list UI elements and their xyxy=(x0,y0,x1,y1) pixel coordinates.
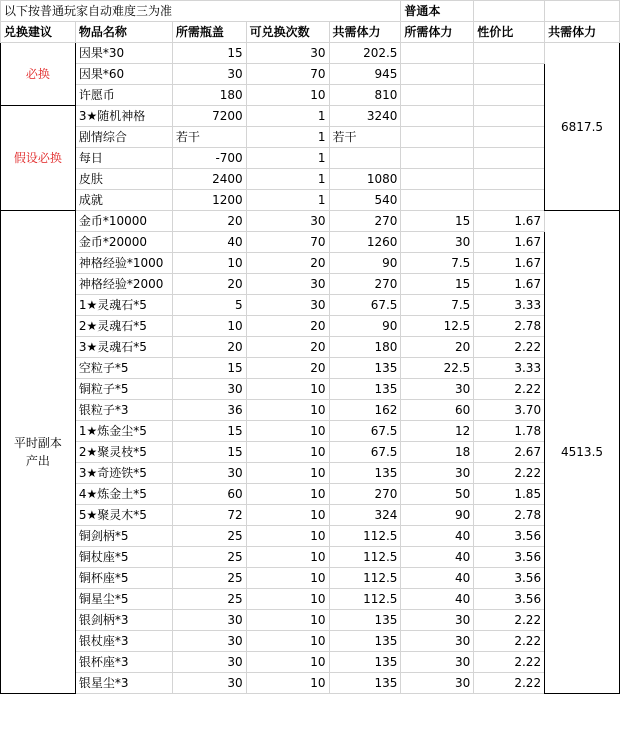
need-stamina-cell[interactable]: 30 xyxy=(401,379,474,400)
bottles-cell[interactable]: 20 xyxy=(172,274,246,295)
ratio-cell[interactable]: 2.78 xyxy=(474,316,545,337)
need-stamina-cell[interactable]: 40 xyxy=(401,526,474,547)
times-cell[interactable]: 10 xyxy=(246,85,329,106)
times-cell[interactable]: 10 xyxy=(246,568,329,589)
times-cell[interactable]: 1 xyxy=(246,148,329,169)
total-stamina-cell[interactable]: 135 xyxy=(329,358,401,379)
table-row xyxy=(1,589,620,610)
table-row xyxy=(1,379,620,400)
header-group-total[interactable]: 共需体力 xyxy=(545,22,620,43)
item-name[interactable]: 2★灵魂石*5 xyxy=(75,316,172,337)
bottles-cell[interactable]: -700 xyxy=(172,148,246,169)
table-row xyxy=(1,568,620,589)
total-stamina-cell[interactable]: 135 xyxy=(329,463,401,484)
bottles-cell[interactable]: 30 xyxy=(172,673,246,694)
item-name[interactable]: 铜星尘*5 xyxy=(75,589,172,610)
need-stamina-cell[interactable] xyxy=(401,127,474,148)
table-row xyxy=(1,169,620,190)
total-stamina-cell[interactable]: 112.5 xyxy=(329,526,401,547)
table-row xyxy=(1,274,620,295)
need-stamina-cell[interactable]: 30 xyxy=(401,652,474,673)
total-stamina-cell[interactable]: 112.5 xyxy=(329,568,401,589)
bottles-cell[interactable]: 1200 xyxy=(172,190,246,211)
times-cell[interactable]: 70 xyxy=(246,64,329,85)
times-cell[interactable]: 30 xyxy=(246,274,329,295)
item-name[interactable]: 每日 xyxy=(75,148,172,169)
total-stamina-cell[interactable]: 180 xyxy=(329,337,401,358)
table-row xyxy=(1,337,620,358)
total-stamina-cell[interactable]: 67.5 xyxy=(329,295,401,316)
need-stamina-cell[interactable]: 7.5 xyxy=(401,253,474,274)
item-name[interactable]: 金币*20000 xyxy=(75,232,172,253)
ratio-cell[interactable] xyxy=(474,64,545,85)
times-cell[interactable]: 10 xyxy=(246,463,329,484)
bottles-cell[interactable]: 60 xyxy=(172,484,246,505)
need-stamina-cell[interactable]: 40 xyxy=(401,589,474,610)
bottles-cell[interactable]: 5 xyxy=(172,295,246,316)
need-stamina-cell[interactable]: 12 xyxy=(401,421,474,442)
ratio-cell[interactable]: 2.22 xyxy=(474,337,545,358)
item-name[interactable]: 因果*60 xyxy=(75,64,172,85)
times-cell[interactable]: 10 xyxy=(246,652,329,673)
total-stamina-cell[interactable]: 135 xyxy=(329,631,401,652)
bottles-cell[interactable]: 10 xyxy=(172,253,246,274)
section-label-cell[interactable]: 普通本 xyxy=(401,1,474,22)
table-row xyxy=(1,127,620,148)
total-stamina-cell[interactable]: 90 xyxy=(329,316,401,337)
title-row xyxy=(1,1,620,22)
table-row xyxy=(1,505,620,526)
times-cell[interactable]: 10 xyxy=(246,526,329,547)
total-stamina-cell[interactable]: 810 xyxy=(329,85,401,106)
ratio-cell[interactable]: 2.78 xyxy=(474,505,545,526)
table-row xyxy=(1,484,620,505)
ratio-cell[interactable]: 2.67 xyxy=(474,442,545,463)
header-row xyxy=(1,22,620,43)
header-need-stamina[interactable]: 所需体力 xyxy=(401,22,474,43)
need-stamina-cell[interactable]: 7.5 xyxy=(401,295,474,316)
ratio-cell[interactable] xyxy=(474,106,545,127)
times-cell[interactable]: 20 xyxy=(246,253,329,274)
total-stamina-cell[interactable]: 162 xyxy=(329,400,401,421)
bottles-cell[interactable]: 15 xyxy=(172,43,246,64)
times-cell[interactable]: 10 xyxy=(246,610,329,631)
need-stamina-cell[interactable] xyxy=(401,169,474,190)
times-cell[interactable]: 1 xyxy=(246,106,329,127)
need-stamina-cell[interactable] xyxy=(401,190,474,211)
times-cell[interactable]: 70 xyxy=(246,232,329,253)
table-row xyxy=(1,631,620,652)
ratio-cell[interactable]: 3.56 xyxy=(474,547,545,568)
item-name[interactable]: 银粒子*3 xyxy=(75,400,172,421)
ratio-cell[interactable]: 1.78 xyxy=(474,421,545,442)
ratio-cell[interactable]: 3.56 xyxy=(474,589,545,610)
table-row xyxy=(1,295,620,316)
times-cell[interactable]: 20 xyxy=(246,358,329,379)
item-name[interactable]: 3★灵魂石*5 xyxy=(75,337,172,358)
bottles-cell[interactable]: 15 xyxy=(172,421,246,442)
total-stamina-cell[interactable]: 135 xyxy=(329,652,401,673)
total-stamina-cell[interactable] xyxy=(329,148,401,169)
need-stamina-cell[interactable]: 15 xyxy=(401,274,474,295)
times-cell[interactable]: 10 xyxy=(246,400,329,421)
item-name[interactable]: 银杖座*3 xyxy=(75,631,172,652)
item-name[interactable]: 银剑柄*3 xyxy=(75,610,172,631)
table-row xyxy=(1,211,620,232)
total-stamina-cell[interactable]: 112.5 xyxy=(329,589,401,610)
table-row xyxy=(1,526,620,547)
ratio-cell[interactable]: 1.67 xyxy=(474,211,545,232)
need-stamina-cell[interactable] xyxy=(401,106,474,127)
bottles-cell[interactable]: 10 xyxy=(172,316,246,337)
bottles-cell[interactable]: 7200 xyxy=(172,106,246,127)
item-name[interactable]: 金币*10000 xyxy=(75,211,172,232)
header-bottles[interactable]: 所需瓶盖 xyxy=(172,22,246,43)
ratio-cell[interactable]: 3.33 xyxy=(474,295,545,316)
item-name[interactable]: 银杯座*3 xyxy=(75,652,172,673)
bottles-cell[interactable]: 15 xyxy=(172,358,246,379)
table-row xyxy=(1,316,620,337)
total-stamina-cell[interactable]: 135 xyxy=(329,379,401,400)
header-name[interactable]: 物品名称 xyxy=(75,22,172,43)
group-total-top[interactable]: 6817.5 xyxy=(545,43,620,211)
item-name[interactable]: 2★聚灵枝*5 xyxy=(75,442,172,463)
ratio-cell[interactable] xyxy=(474,148,545,169)
item-name[interactable]: 空粒子*5 xyxy=(75,358,172,379)
table-row xyxy=(1,547,620,568)
item-name[interactable]: 铜粒子*5 xyxy=(75,379,172,400)
table-row xyxy=(1,253,620,274)
bottles-cell[interactable]: 20 xyxy=(172,211,246,232)
ratio-cell[interactable] xyxy=(474,169,545,190)
ratio-cell[interactable]: 3.33 xyxy=(474,358,545,379)
ratio-cell[interactable]: 1.67 xyxy=(474,253,545,274)
bottles-cell[interactable]: 30 xyxy=(172,610,246,631)
bottles-cell[interactable]: 30 xyxy=(172,652,246,673)
ratio-cell[interactable]: 3.56 xyxy=(474,526,545,547)
total-stamina-cell[interactable]: 3240 xyxy=(329,106,401,127)
table-row xyxy=(1,85,620,106)
bottles-cell[interactable]: 25 xyxy=(172,547,246,568)
group-label[interactable]: 必换 xyxy=(1,43,76,106)
times-cell[interactable]: 1 xyxy=(246,127,329,148)
total-stamina-cell[interactable]: 135 xyxy=(329,673,401,694)
need-stamina-cell[interactable]: 40 xyxy=(401,547,474,568)
table-row xyxy=(1,148,620,169)
bottles-cell[interactable]: 40 xyxy=(172,232,246,253)
times-cell[interactable]: 30 xyxy=(246,211,329,232)
times-cell[interactable]: 10 xyxy=(246,547,329,568)
total-stamina-cell[interactable]: 90 xyxy=(329,253,401,274)
header-times[interactable]: 可兑换次数 xyxy=(246,22,329,43)
table-row xyxy=(1,106,620,127)
times-cell[interactable]: 30 xyxy=(246,43,329,64)
bottles-cell[interactable]: 2400 xyxy=(172,169,246,190)
group-label[interactable]: 平时副本 产出 xyxy=(1,211,76,694)
need-stamina-cell[interactable]: 30 xyxy=(401,463,474,484)
table-row xyxy=(1,43,620,64)
ratio-cell[interactable]: 2.22 xyxy=(474,652,545,673)
ratio-cell[interactable]: 2.22 xyxy=(474,379,545,400)
header-ratio[interactable]: 性价比 xyxy=(474,22,545,43)
bottles-cell[interactable]: 30 xyxy=(172,64,246,85)
item-name[interactable]: 神格经验*1000 xyxy=(75,253,172,274)
times-cell[interactable]: 10 xyxy=(246,631,329,652)
item-name[interactable]: 神格经验*2000 xyxy=(75,274,172,295)
total-stamina-cell[interactable]: 270 xyxy=(329,211,401,232)
ratio-cell[interactable] xyxy=(474,190,545,211)
ratio-cell[interactable]: 2.22 xyxy=(474,631,545,652)
need-stamina-cell[interactable]: 30 xyxy=(401,232,474,253)
total-stamina-cell[interactable]: 1260 xyxy=(329,232,401,253)
table-row xyxy=(1,421,620,442)
bottles-cell[interactable]: 30 xyxy=(172,379,246,400)
bottles-cell[interactable]: 25 xyxy=(172,568,246,589)
need-stamina-cell[interactable]: 20 xyxy=(401,337,474,358)
table-row xyxy=(1,190,620,211)
cell[interactable] xyxy=(474,1,545,22)
need-stamina-cell[interactable]: 90 xyxy=(401,505,474,526)
item-name[interactable]: 皮肤 xyxy=(75,169,172,190)
need-stamina-cell[interactable]: 40 xyxy=(401,568,474,589)
need-stamina-cell[interactable]: 12.5 xyxy=(401,316,474,337)
bottles-cell[interactable]: 25 xyxy=(172,526,246,547)
table-row xyxy=(1,442,620,463)
bottles-cell[interactable]: 30 xyxy=(172,631,246,652)
ratio-cell[interactable] xyxy=(474,127,545,148)
total-stamina-cell[interactable]: 945 xyxy=(329,64,401,85)
total-stamina-cell[interactable]: 270 xyxy=(329,274,401,295)
item-name[interactable]: 铜杯座*5 xyxy=(75,568,172,589)
need-stamina-cell[interactable]: 15 xyxy=(401,211,474,232)
note-cell[interactable]: 以下按普通玩家自动难度三为准 xyxy=(1,1,401,22)
item-name[interactable]: 4★炼金土*5 xyxy=(75,484,172,505)
times-cell[interactable]: 10 xyxy=(246,673,329,694)
item-name[interactable]: 3★奇迹铁*5 xyxy=(75,463,172,484)
need-stamina-cell[interactable]: 18 xyxy=(401,442,474,463)
need-stamina-cell[interactable] xyxy=(401,148,474,169)
table-row xyxy=(1,652,620,673)
ratio-cell[interactable]: 2.22 xyxy=(474,673,545,694)
times-cell[interactable]: 1 xyxy=(246,169,329,190)
table-row xyxy=(1,610,620,631)
ratio-cell[interactable] xyxy=(474,85,545,106)
item-name[interactable]: 成就 xyxy=(75,190,172,211)
times-cell[interactable]: 20 xyxy=(246,337,329,358)
item-name[interactable]: 许愿币 xyxy=(75,85,172,106)
times-cell[interactable]: 10 xyxy=(246,505,329,526)
total-stamina-cell[interactable]: 1080 xyxy=(329,169,401,190)
table-row xyxy=(1,64,620,85)
table-row xyxy=(1,463,620,484)
header-total-stamina[interactable]: 共需体力 xyxy=(329,22,401,43)
ratio-cell[interactable]: 2.22 xyxy=(474,610,545,631)
header-suggest[interactable]: 兑换建议 xyxy=(1,22,76,43)
bottles-cell[interactable]: 15 xyxy=(172,442,246,463)
bottles-cell[interactable]: 72 xyxy=(172,505,246,526)
bottles-cell[interactable]: 25 xyxy=(172,589,246,610)
item-name[interactable]: 5★聚灵木*5 xyxy=(75,505,172,526)
bottles-cell[interactable]: 180 xyxy=(172,85,246,106)
total-stamina-cell[interactable]: 202.5 xyxy=(329,43,401,64)
ratio-cell[interactable]: 1.67 xyxy=(474,232,545,253)
times-cell[interactable]: 10 xyxy=(246,379,329,400)
bottles-cell[interactable]: 30 xyxy=(172,463,246,484)
need-stamina-cell[interactable] xyxy=(401,43,474,64)
times-cell[interactable]: 10 xyxy=(246,589,329,610)
need-stamina-cell[interactable]: 30 xyxy=(401,610,474,631)
item-name[interactable]: 铜剑柄*5 xyxy=(75,526,172,547)
total-stamina-cell[interactable]: 67.5 xyxy=(329,421,401,442)
times-cell[interactable]: 10 xyxy=(246,484,329,505)
times-cell[interactable]: 20 xyxy=(246,316,329,337)
bottles-cell[interactable]: 20 xyxy=(172,337,246,358)
table-row xyxy=(1,673,620,694)
need-stamina-cell[interactable] xyxy=(401,85,474,106)
group-total-bottom[interactable]: 4513.5 xyxy=(545,211,620,694)
total-stamina-cell[interactable]: 135 xyxy=(329,610,401,631)
ratio-cell[interactable]: 3.56 xyxy=(474,568,545,589)
item-name[interactable]: 1★灵魂石*5 xyxy=(75,295,172,316)
total-stamina-cell[interactable]: 540 xyxy=(329,190,401,211)
cell[interactable] xyxy=(545,1,620,22)
item-name[interactable]: 铜杖座*5 xyxy=(75,547,172,568)
ratio-cell[interactable] xyxy=(474,43,545,64)
total-stamina-cell[interactable]: 112.5 xyxy=(329,547,401,568)
need-stamina-cell[interactable]: 50 xyxy=(401,484,474,505)
item-name[interactable]: 因果*30 xyxy=(75,43,172,64)
need-stamina-cell[interactable]: 30 xyxy=(401,631,474,652)
times-cell[interactable]: 10 xyxy=(246,442,329,463)
item-name[interactable]: 1★炼金尘*5 xyxy=(75,421,172,442)
bottles-cell[interactable]: 若干 xyxy=(172,127,246,148)
ratio-cell[interactable]: 2.22 xyxy=(474,463,545,484)
ratio-cell[interactable]: 3.70 xyxy=(474,400,545,421)
need-stamina-cell[interactable]: 30 xyxy=(401,673,474,694)
item-name[interactable]: 3★随机神格 xyxy=(75,106,172,127)
times-cell[interactable]: 1 xyxy=(246,190,329,211)
table-row xyxy=(1,232,620,253)
total-stamina-cell[interactable]: 270 xyxy=(329,484,401,505)
need-stamina-cell[interactable]: 60 xyxy=(401,400,474,421)
total-stamina-cell[interactable]: 67.5 xyxy=(329,442,401,463)
total-stamina-cell[interactable]: 若干 xyxy=(329,127,401,148)
times-cell[interactable]: 10 xyxy=(246,421,329,442)
group-label[interactable]: 假设必换 xyxy=(1,106,76,211)
item-name[interactable]: 银星尘*3 xyxy=(75,673,172,694)
ratio-cell[interactable]: 1.67 xyxy=(474,274,545,295)
bottles-cell[interactable]: 36 xyxy=(172,400,246,421)
table-row xyxy=(1,358,620,379)
times-cell[interactable]: 30 xyxy=(246,295,329,316)
item-name[interactable]: 剧情综合 xyxy=(75,127,172,148)
need-stamina-cell[interactable]: 22.5 xyxy=(401,358,474,379)
table-row xyxy=(1,400,620,421)
ratio-cell[interactable]: 1.85 xyxy=(474,484,545,505)
total-stamina-cell[interactable]: 324 xyxy=(329,505,401,526)
need-stamina-cell[interactable] xyxy=(401,64,474,85)
